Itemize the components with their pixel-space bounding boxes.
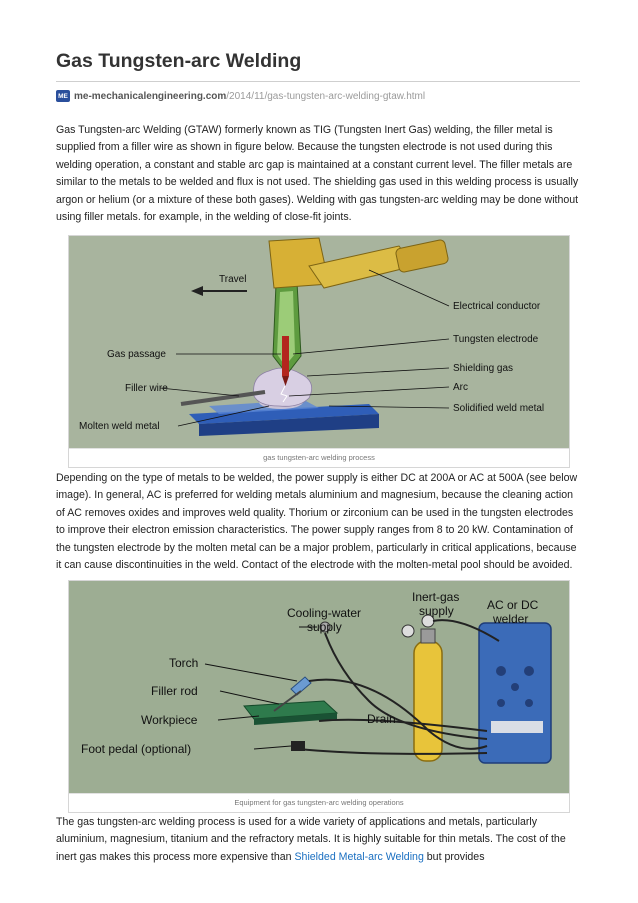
label-shielding-gas: Shielding gas <box>453 363 514 374</box>
site-logo-icon: ME <box>56 90 70 102</box>
label-travel: Travel <box>219 274 247 285</box>
paragraph-applications-text: The gas tungsten-arc welding process is used for a wide variety of applications and metals, particularly aluminium, magnesium, titanium and the refractory metals. It is highly suitable for thin metals. The cost of the inert gas makes this process more expensive than <box>56 816 566 863</box>
title-divider <box>56 81 580 82</box>
label-workpiece: Workpiece <box>141 713 198 727</box>
label-ac-or-dc: AC or DC <box>487 598 539 612</box>
figure-gtaw-equipment <box>68 580 570 813</box>
label-cooling-water-1: Cooling-water <box>287 606 362 620</box>
label-solidified-weld-metal: Solidified weld metal <box>453 403 545 414</box>
label-tungsten-electrode: Tungsten electrode <box>453 334 539 345</box>
tungsten-electrode <box>282 336 289 376</box>
paragraph-applications-tail: but provides <box>423 850 485 863</box>
paragraph-applications <box>56 814 584 866</box>
gtaw-equipment-diagram <box>69 581 569 794</box>
label-filler-rod: Filler rod <box>151 684 198 698</box>
paragraph-power-supply: Depending on the type of metals to be welded, the power supply is either DC at 200A or AC at 500A (see below image). In general, AC is preferred for welding metals aluminium and magnesium, because the cleaning action of AC removes oxides and improves weld quality. Thorium or zirconium can be used in the tungsten electrodes to improve their electron emission characteristics. The power supply ranges from 8 to 20 kW. Contamination of the tungsten electrode by the molten metal can be a major problem, particularly in critical applications, because it can cause discontinuities in the weld. Contact of the electrode with the molten-metal pool should be avoided. <box>56 472 578 572</box>
label-inert-gas-1: Inert-gas <box>412 590 460 604</box>
label-gas-passage: Gas passage <box>107 349 166 360</box>
foot-pedal <box>291 741 305 751</box>
source-domain-link[interactable]: me-mechanicalengineering.com <box>74 90 227 102</box>
label-arc: Arc <box>453 382 468 393</box>
label-molten-weld-metal: Molten weld metal <box>79 421 160 432</box>
label-foot-pedal: Foot pedal (optional) <box>81 742 192 756</box>
smaw-link[interactable]: Shielded Metal-arc Welding <box>294 850 424 863</box>
label-inert-gas-2: supply <box>419 604 454 618</box>
welder-unit <box>479 623 551 763</box>
label-drain: Drain <box>367 712 396 726</box>
label-torch: Torch <box>169 656 199 670</box>
label-cooling-water-2: supply <box>307 620 342 634</box>
figure1-caption: gas tungsten-arc welding process <box>69 448 569 467</box>
gas-cylinder <box>414 641 442 761</box>
page-title: Gas Tungsten-arc Welding <box>56 50 302 72</box>
regulator-gauge <box>402 625 414 637</box>
figure2-caption: Equipment for gas tungsten-arc welding operations <box>69 793 569 812</box>
gtaw-process-diagram <box>69 236 569 449</box>
label-electrical-conductor: Electrical conductor <box>453 301 541 312</box>
label-welder: welder <box>493 612 529 626</box>
label-filler-wire: Filler wire <box>125 383 168 394</box>
paragraph-intro: Gas Tungsten-arc Welding (GTAW) formerly known as TIG (Tungsten Inert Gas) welding, the filler metal is supplied from a filler wire as shown in figure below. Because the tungsten electrode is not used during this welding operation, a constant and stable arc gap is maintained at a constant current level. The filler metals are similar to the metals to be welded and flux is not used. The shielding gas used in this welding process is usually argon or helium (or a mixture of these both gases). Welding with gas tungsten-arc welding may be done without using filler metals. for example, in the welding of close-fit joints. <box>56 124 579 224</box>
source-path: /2014/11/gas-tungsten-arc-welding-gtaw.html <box>226 90 426 102</box>
figure-gtaw-process <box>68 235 570 468</box>
source-line <box>56 88 425 104</box>
